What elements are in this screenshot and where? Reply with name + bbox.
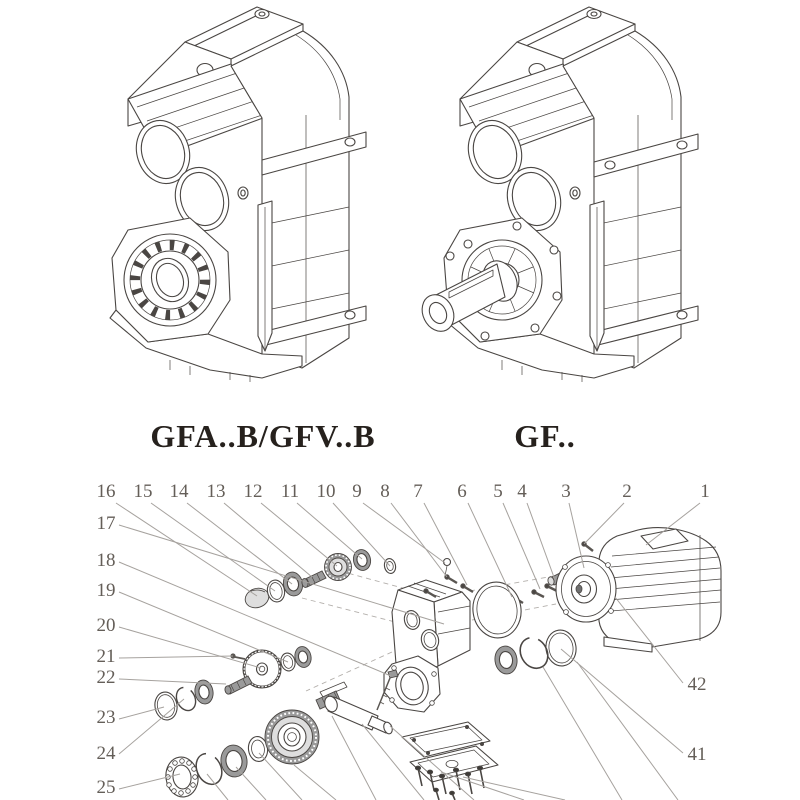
figure-label-gf: GF..	[514, 418, 576, 454]
callout-number-6: 6	[457, 481, 467, 502]
leader-line-15	[151, 503, 275, 591]
leader-line-12	[261, 503, 337, 566]
callout-number-15: 15	[133, 481, 153, 502]
callout-number-2: 2	[622, 481, 632, 502]
callout-number-42: 42	[687, 674, 707, 695]
figure-label-gfab: GFA..B/GFV..B	[150, 418, 376, 454]
part-output-gear	[265, 710, 319, 764]
part-input-bearing-2	[352, 548, 373, 572]
leader-line-5	[503, 503, 540, 589]
exploded-parts-diagram	[97, 481, 722, 800]
callout-number-13: 13	[206, 481, 226, 502]
callout-number-4: 4	[517, 481, 527, 502]
callout-number-10: 10	[316, 481, 336, 502]
part-input-pinion-shaft	[301, 571, 326, 588]
callout-number-41: 41	[687, 744, 707, 765]
callout-number-7: 7	[413, 481, 423, 502]
leader-line-9	[363, 503, 445, 563]
gearbox-drawing-gf	[416, 7, 698, 382]
callout-number-16: 16	[96, 481, 116, 502]
callout-number-20: 20	[96, 615, 116, 636]
part-gear-housing	[384, 559, 470, 713]
leader-line-24	[119, 699, 184, 754]
leader-line-41	[561, 649, 683, 753]
part-intermediate-bearing	[293, 645, 313, 669]
leader-line-20	[119, 627, 261, 668]
gearbox-drawing-gfab	[110, 7, 366, 382]
callout-number-18: 18	[96, 550, 116, 571]
part-input-gear	[325, 554, 352, 581]
breather-plug	[444, 559, 451, 566]
leader-line-21	[119, 656, 233, 658]
part-output-shaft	[316, 682, 394, 735]
callout-number-17: 17	[96, 513, 116, 534]
leader-line-8	[391, 503, 447, 577]
callout-number-21: 21	[96, 646, 116, 667]
callout-number-25: 25	[96, 777, 116, 798]
callout-number-5: 5	[493, 481, 503, 502]
callout-number-8: 8	[380, 481, 390, 502]
callout-number-11: 11	[280, 481, 300, 502]
callout-number-12: 12	[243, 481, 263, 502]
part-splined-shaft-end	[224, 676, 252, 695]
leader-line-11	[297, 503, 362, 559]
part-flange-gasket	[469, 579, 524, 641]
leader-line-17	[119, 525, 444, 624]
callout-number-9: 9	[352, 481, 362, 502]
leader-line-22	[119, 679, 226, 684]
part-motor	[556, 528, 721, 652]
leader-line-16	[116, 503, 257, 596]
callout-number-14: 14	[169, 481, 189, 502]
part-oil-seal	[219, 743, 249, 778]
callout-number-1: 1	[700, 481, 710, 502]
callout-number-24: 24	[96, 743, 116, 764]
callout-number-19: 19	[96, 580, 116, 601]
callout-number-22: 22	[96, 667, 116, 688]
callout-number-3: 3	[561, 481, 571, 502]
callout-number-23: 23	[96, 707, 116, 728]
